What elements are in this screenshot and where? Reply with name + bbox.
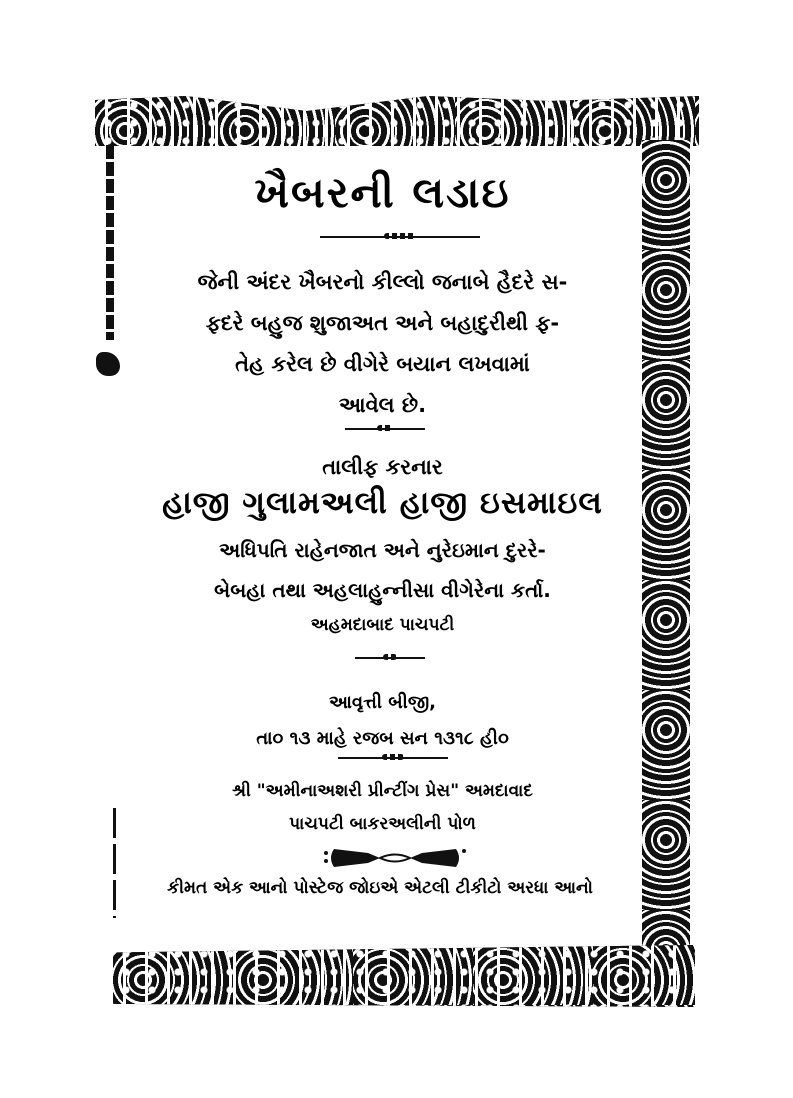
fleuron-ornament-icon [320,845,470,871]
ornamental-border-right [642,140,690,950]
press-address: પાચપટી બાકરઅલીની પોળ [289,814,476,834]
ornament-left-knot [96,352,120,376]
price-line: કીમત એક આનો પોસ્ટેજ જોઇએ એટલી ટીકીટો અરધા આનો [167,878,593,898]
section-divider-ornament [355,657,425,663]
press-name: શ્રી "અમીનાઅશરી પ્રીન્ટીંગ પ્રેસ" અમદાવાદ [232,781,533,801]
author-name: હાજી ગુલામઅલી હાજી ઇસમાઇલ [162,485,603,521]
description-line: જેની અંદર ખૈબરનો કીલ્લો જનાબે હૈદરે સ- [197,270,568,294]
edition-line: આવૃત્તી બીજી, [328,692,437,713]
author-description [120,530,645,610]
description-line: ફદરે બહુજ શુજાઅત અને બહાદુરીથી ફ- [205,311,560,335]
book-title: ખૈબરની લડાઇ [254,168,511,217]
section-divider-ornament [338,757,448,763]
section-divider-ornament [345,428,425,434]
author-description-line: બેબહા તથા અહલાહુન્નીસા વીગેરેના કર્તા. [214,578,551,602]
ornamental-border-top [95,96,700,146]
press-info [120,775,645,841]
ornamental-border-left-lower [113,808,116,918]
edition-info [120,685,645,757]
ornamental-border-bottom [113,945,698,1007]
author-description-line: અધિપતિ રાહેનજાત અને નુરેઇમાન દુરરે- [219,538,546,562]
ornamental-border-left-upper [106,145,114,340]
description-line: આવેલ છે. [338,393,427,417]
book-description [120,262,645,426]
title-divider-ornament [320,236,480,242]
description-line: તેહ કરેલ છે વીગેરે બયાન લખવામાં [235,352,530,376]
author-city: અહમદાબાદ પાચપટી [310,615,455,635]
author-label: તાલીફ કરનાર [322,455,443,479]
edition-date: તા૦ ૧૩ માહે રજબ સન ૧૩૧૮ હી૦ [256,728,509,749]
